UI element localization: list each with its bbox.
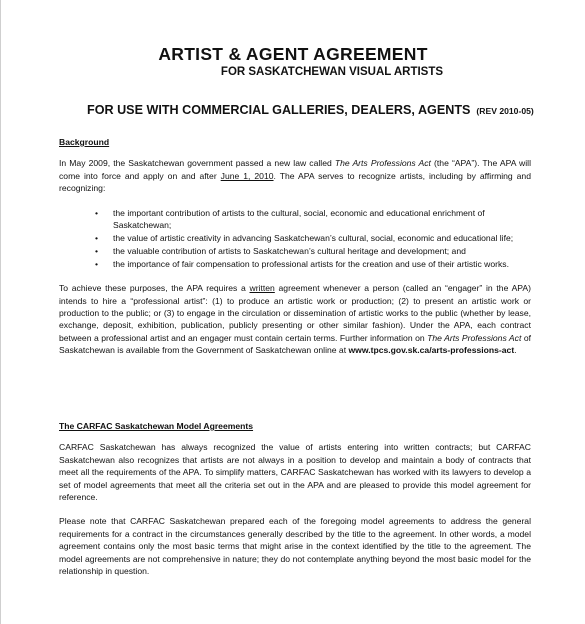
- effective-date: June 1, 2010: [220, 170, 274, 181]
- list-item: • the valuable contribution of artists to Saskatchewan’s cultural heritage and development; and: [95, 245, 466, 256]
- use-heading-text: FOR USE WITH COMMERCIAL GALLERIES, DEALERS, AGENTS: [87, 103, 471, 117]
- act-name-2: The Arts Professions Act: [427, 332, 522, 343]
- list-item: • the important contribution of artists to the cultural, social, economic and educational enrichment of Saskatchewan;: [95, 207, 485, 231]
- background-section: [59, 136, 531, 357]
- government-url[interactable]: www.tpcs.gov.sk.ca/arts-professions-act: [348, 345, 515, 356]
- act-name: The Arts Professions Act: [334, 158, 431, 169]
- background-paragraph-2: To achieve these purposes, the APA requires a written agreement whenever a person (called an “engager” in the APA) intends to hire a “professional artist”: (1) to produce an artistic work or production; (2) to present an artistic work or production to the public; or (3) to engage in the circulation or dissemination of artistic works to the public (whether by lease, exchange, deposit, exhibition, publication, publicly presenting or other similar fashion). Under the APA, each contract between a professional artist and an engager must contain certain terms. Further information on The Arts Professions Act of Saskatchewan is available from the Government of Saskatchewan online at www.tpcs.gov.sk.ca/arts-professions-act.: [59, 283, 531, 356]
- list-item: • the value of artistic creativity in advancing Saskatchewan’s cultural, social, economic and educational life;: [95, 232, 514, 243]
- models-paragraph-2: Please note that CARFAC Saskatchewan prepared each of the foregoing model agreements to address the general requirements for a contract in the circumstances generally described by the title to the agreement. In other words, a model agreement contains only the most basic terms that might arise in the context identified by the title to the agreement. The model agreements are not comprehensive in nature; they do not contemplate anything beyond the most basic model for the relationship in question.: [59, 516, 531, 577]
- revision-label: (REV 2010-05): [476, 106, 534, 116]
- document-title: ARTIST & AGENT AGREEMENT: [158, 44, 428, 64]
- use-heading: [87, 103, 534, 117]
- models-section: [59, 420, 531, 577]
- written-emphasis: written: [249, 283, 275, 294]
- recognition-list: [59, 207, 531, 271]
- models-paragraph-1: CARFAC Saskatchewan has always recognized the value of artists entering into written contracts; but CARFAC Saskatchewan also recognizes that artists are not always in a position to develop and maintain a body of contracts that meet all the requirements of the APA. To simplify matters, CARFAC Saskatchewan has worked with its lawyers to develop a set of model agreements that meet all the criteria set out in the APA and are pleased to provide this model agreement for reference.: [59, 442, 531, 503]
- background-heading: Background: [59, 137, 110, 147]
- background-paragraph-1: In May 2009, the Saskatchewan government passed a new law called The Arts Professions Act (the “APA”). The APA will come into force and apply on and after June 1, 2010. The APA serves to recognize artists, including by affirming and recognizing:: [59, 158, 531, 194]
- models-heading: The CARFAC Saskatchewan Model Agreements: [59, 421, 254, 431]
- document-subtitle: FOR SASKATCHEWAN VISUAL ARTISTS: [220, 66, 444, 78]
- list-item: • the importance of fair compensation to professional artists for the creation and use of their artistic works.: [95, 258, 509, 269]
